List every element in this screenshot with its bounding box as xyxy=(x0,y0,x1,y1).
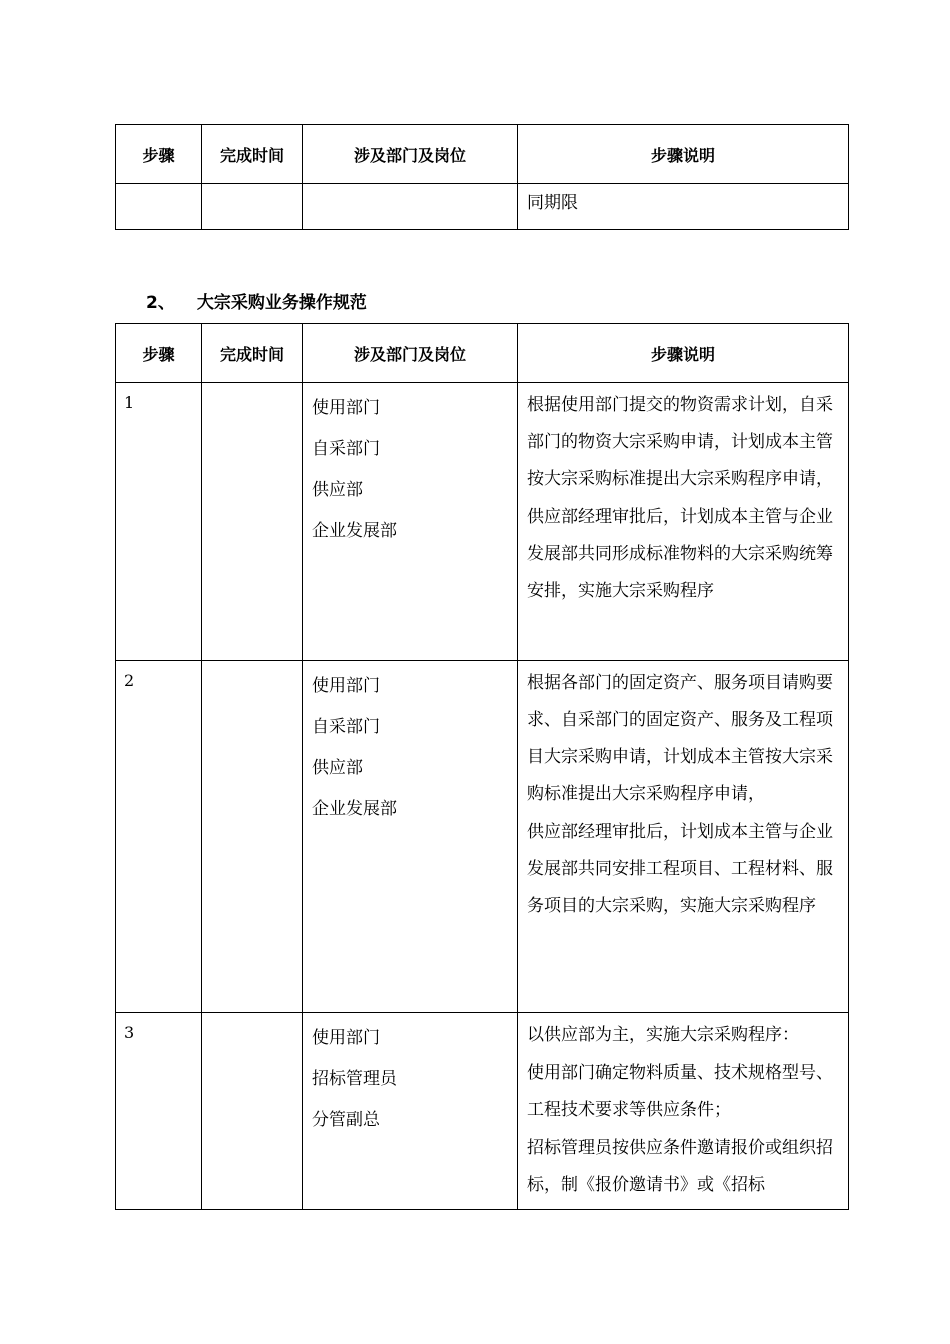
header-desc: 步骤说明 xyxy=(518,125,849,184)
cell-time xyxy=(202,383,303,661)
cell-desc xyxy=(518,383,849,661)
dept-item: 供应部 xyxy=(312,480,363,500)
table-row xyxy=(116,184,849,230)
header-step: 步骤 xyxy=(116,125,202,184)
dept-item: 使用部门 xyxy=(312,1028,380,1048)
cell-desc xyxy=(518,184,849,230)
desc-paragraph: 使用部门确定物料质量、技术规格型号、工程技术要求等供应条件； xyxy=(527,1063,833,1120)
desc-paragraph: 以供应部为主，实施大宗采购程序： xyxy=(527,1025,799,1045)
dept-item: 使用部门 xyxy=(312,398,380,418)
cell-desc xyxy=(518,661,849,1013)
continued-table xyxy=(115,124,849,230)
section-heading xyxy=(146,288,367,313)
table-header-row xyxy=(116,125,849,184)
desc-paragraph: 供应部经理审批后，计划成本主管与企业发展部共同形成标准物料的大宗采购统筹安排，实施大宗采购程序 xyxy=(527,507,833,601)
header-time: 完成时间 xyxy=(202,324,303,383)
cell-time xyxy=(202,184,303,230)
cell-step: 2 xyxy=(116,661,202,1013)
cell-dept xyxy=(303,184,518,230)
dept-item: 分管副总 xyxy=(312,1110,380,1130)
dept-item: 企业发展部 xyxy=(312,521,397,541)
dept-item: 使用部门 xyxy=(312,676,380,696)
cell-step: 3 xyxy=(116,1013,202,1210)
header-dept: 涉及部门及岗位 xyxy=(303,324,518,383)
cell-time xyxy=(202,1013,303,1210)
dept-item: 自采部门 xyxy=(312,439,380,459)
desc-paragraph: 根据使用部门提交的物资需求计划，自采部门的物资大宗采购申请，计划成本主管按大宗采购标准提出大宗采购程序申请， xyxy=(527,395,833,489)
header-desc: 步骤说明 xyxy=(518,324,849,383)
desc-paragraph: 根据各部门的固定资产、服务项目请购要求、自采部门的固定资产、服务及工程项目大宗采购申请，计划成本主管按大宗采购标准提出大宗采购程序申请， xyxy=(527,673,833,804)
table-row xyxy=(116,1013,849,1210)
section-number: 2、 xyxy=(146,293,175,313)
desc-paragraph: 招标管理员按供应条件邀请报价或组织招标，制《报价邀请书》或《招标 xyxy=(527,1138,833,1195)
cell-step xyxy=(116,184,202,230)
cell-dept xyxy=(303,383,518,661)
desc-paragraph: 供应部经理审批后，计划成本主管与企业发展部共同安排工程项目、工程材料、服务项目的大宗采购，实施大宗采购程序 xyxy=(527,822,833,916)
dept-item: 招标管理员 xyxy=(312,1069,397,1089)
table-header-row xyxy=(116,324,849,383)
dept-item: 供应部 xyxy=(312,758,363,778)
section-title: 大宗采购业务操作规范 xyxy=(196,293,367,313)
header-dept: 涉及部门及岗位 xyxy=(303,125,518,184)
cell-time xyxy=(202,661,303,1013)
dept-item: 自采部门 xyxy=(312,717,380,737)
header-time: 完成时间 xyxy=(202,125,303,184)
cell-dept xyxy=(303,1013,518,1210)
cell-dept xyxy=(303,661,518,1013)
table-row xyxy=(116,661,849,1013)
cell-step: 1 xyxy=(116,383,202,661)
table-row xyxy=(116,383,849,661)
header-step: 步骤 xyxy=(116,324,202,383)
desc-paragraph: 同期限 xyxy=(527,193,578,213)
dept-item: 企业发展部 xyxy=(312,799,397,819)
cell-desc xyxy=(518,1013,849,1210)
procurement-table xyxy=(115,323,849,1210)
